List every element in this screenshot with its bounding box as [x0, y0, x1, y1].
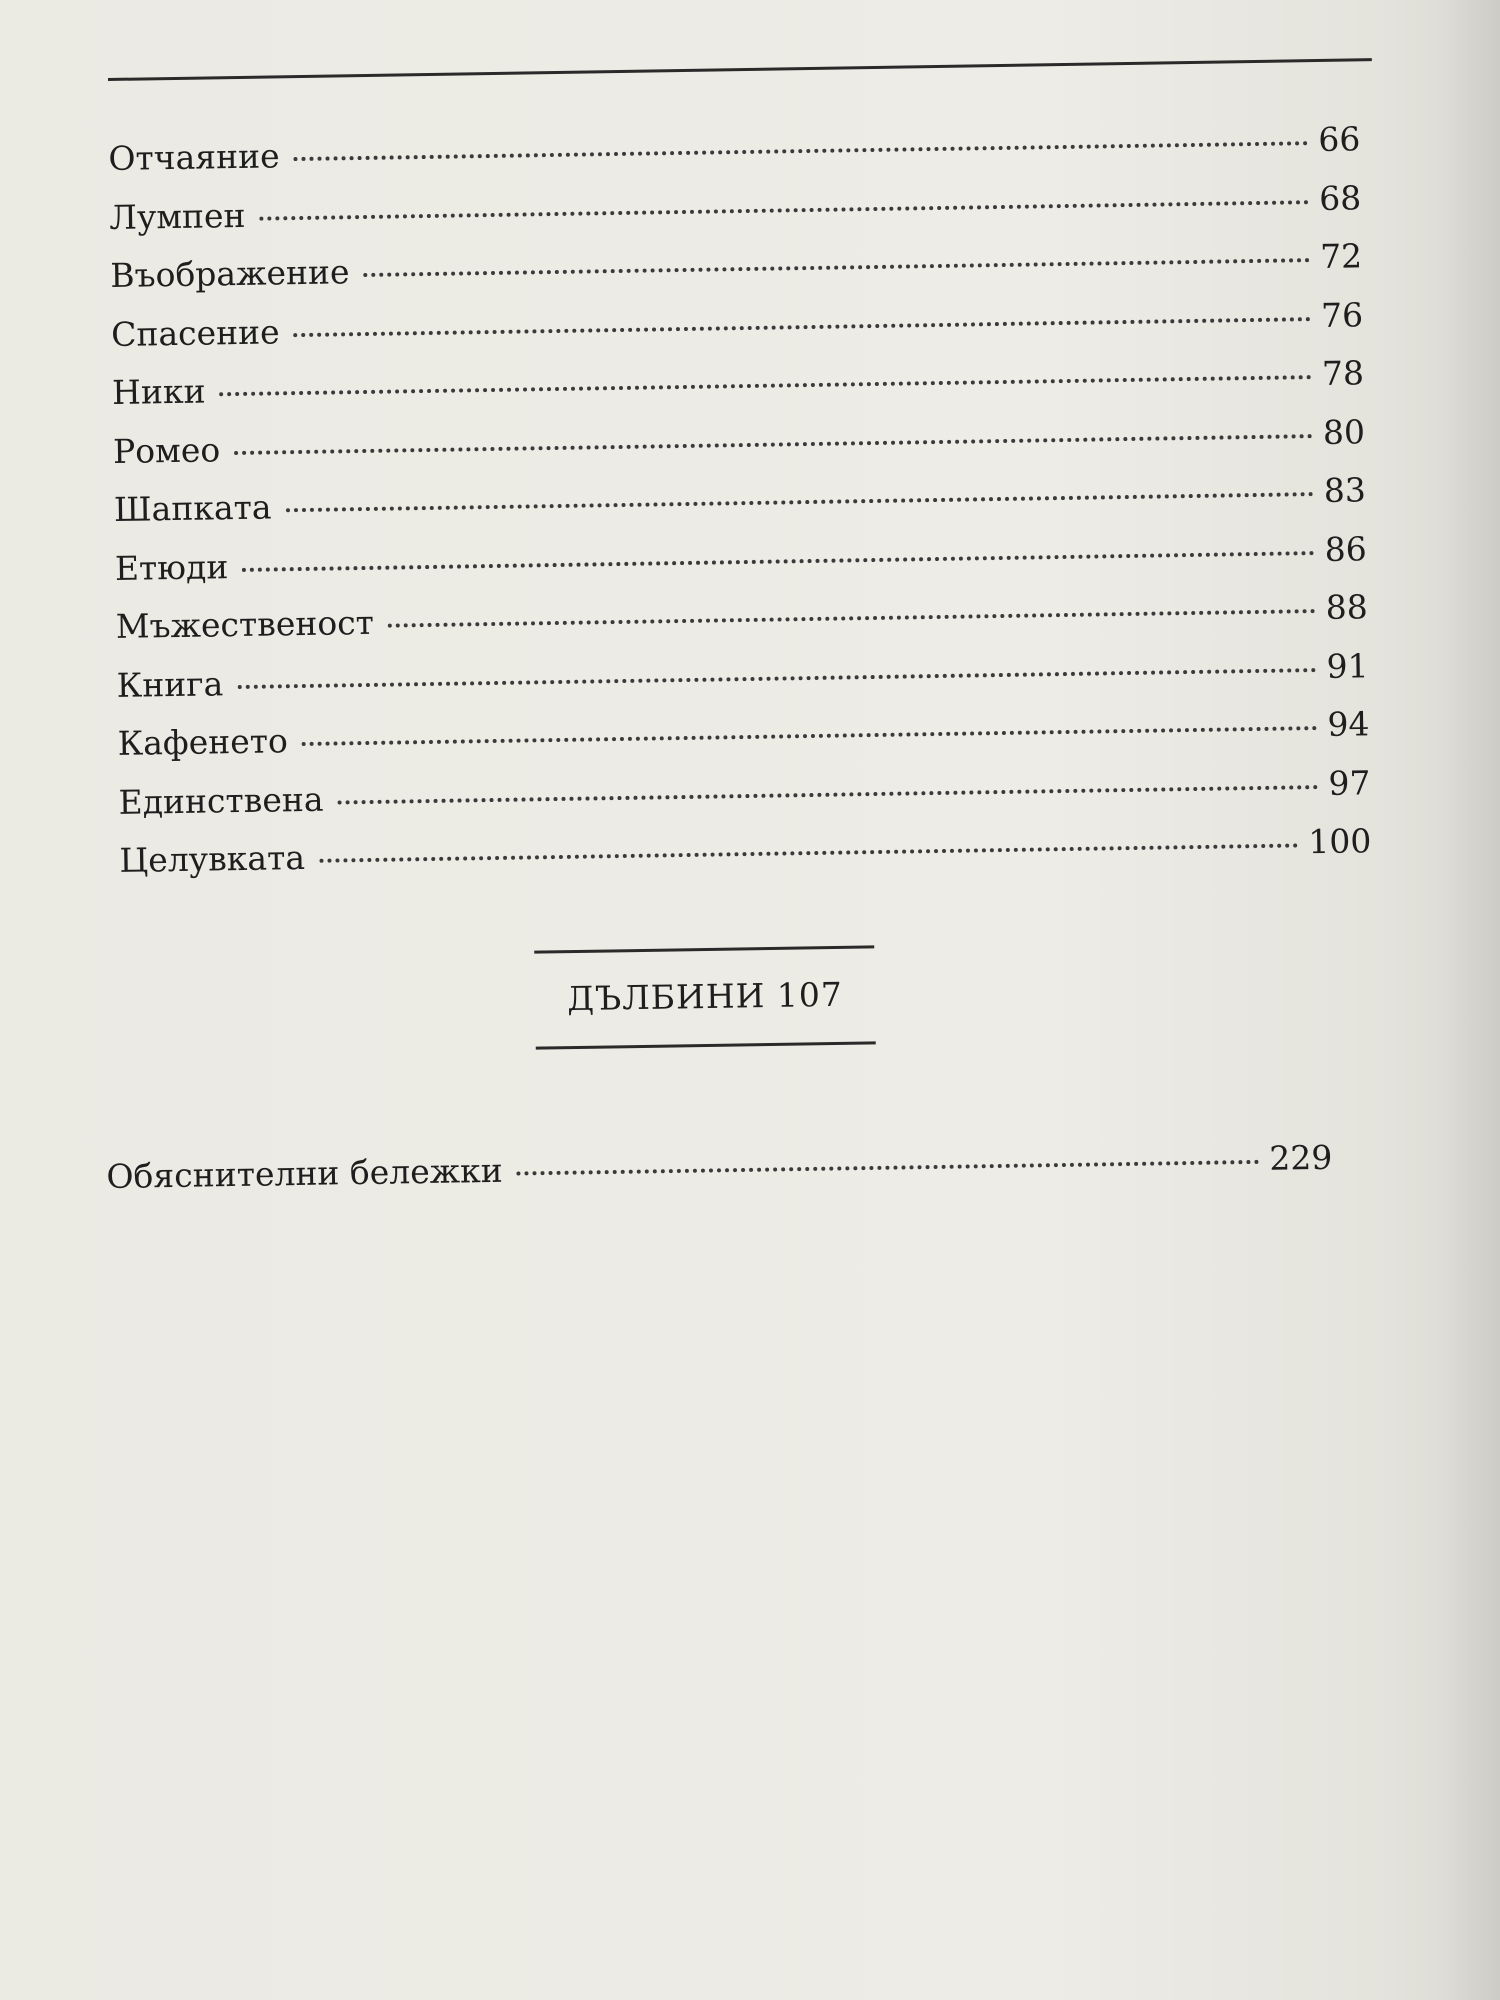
toc-entry-page: 78 [1321, 353, 1365, 393]
toc-entry-page: 68 [1318, 177, 1362, 218]
toc-entry-title: Спасение [110, 311, 280, 354]
toc-entry-page: 94 [1327, 704, 1370, 744]
toc-entry-title: Лумпен [109, 195, 246, 237]
notes-entry-page: 229 [1268, 1137, 1333, 1178]
toc-entry-page: 83 [1323, 470, 1367, 510]
toc-entry-page: 97 [1328, 762, 1371, 803]
toc-leader-dots [302, 726, 1318, 746]
section-heading: ДЪЛБИНИ 107 [566, 974, 844, 1019]
toc-entry-page: 76 [1320, 294, 1364, 335]
toc-entry-title: Шапката [113, 487, 272, 529]
toc-entry-title: Целувката [119, 837, 306, 880]
toc-leader-dots [234, 434, 1313, 455]
toc-leader-dots [517, 1160, 1260, 1176]
toc-entry-page: 86 [1324, 528, 1368, 569]
toc-leader-dots [286, 492, 1314, 512]
toc-leader-dots [220, 375, 1313, 396]
notes-entry-title: Обяснителни бележки [106, 1150, 504, 1196]
toc-entry-page: 72 [1319, 236, 1363, 276]
toc-leader-dots [319, 843, 1298, 862]
toc-entry-title: Въображение [109, 252, 350, 295]
toc-entry-title: Кафенето [117, 721, 289, 763]
toc-entry-page: 80 [1322, 411, 1366, 452]
table-of-contents [108, 110, 1372, 890]
toc-entry-title: Отчаяние [108, 136, 280, 178]
notes-entry [106, 1129, 1333, 1207]
toc-leader-dots [363, 258, 1310, 277]
toc-entry-page: 66 [1317, 119, 1361, 159]
toc-entry [106, 1129, 1333, 1207]
toc-entry-title: Ромео [112, 429, 221, 471]
toc-entry-title: Ники [111, 371, 206, 412]
toc-entry-page: 100 [1308, 821, 1372, 862]
top-rule [108, 58, 1372, 81]
toc-leader-dots [242, 551, 1315, 572]
toc-leader-dots [337, 785, 1318, 804]
toc-leader-dots [388, 609, 1316, 628]
section-heading-block [534, 945, 876, 1049]
toc-entry-title: Мъжественост [115, 602, 375, 646]
page-edge-shadow [1440, 0, 1500, 2000]
toc-leader-dots [260, 200, 1310, 220]
toc-entry-title: Единствена [118, 779, 324, 822]
toc-leader-dots [294, 141, 1309, 161]
toc-entry-page: 91 [1326, 645, 1369, 686]
toc-leader-dots [294, 317, 1311, 337]
toc-entry-title: Книга [116, 663, 224, 705]
toc-leader-dots [237, 668, 1316, 689]
toc-entry-title: Етюди [114, 546, 229, 588]
toc-entry-page: 88 [1325, 587, 1368, 627]
